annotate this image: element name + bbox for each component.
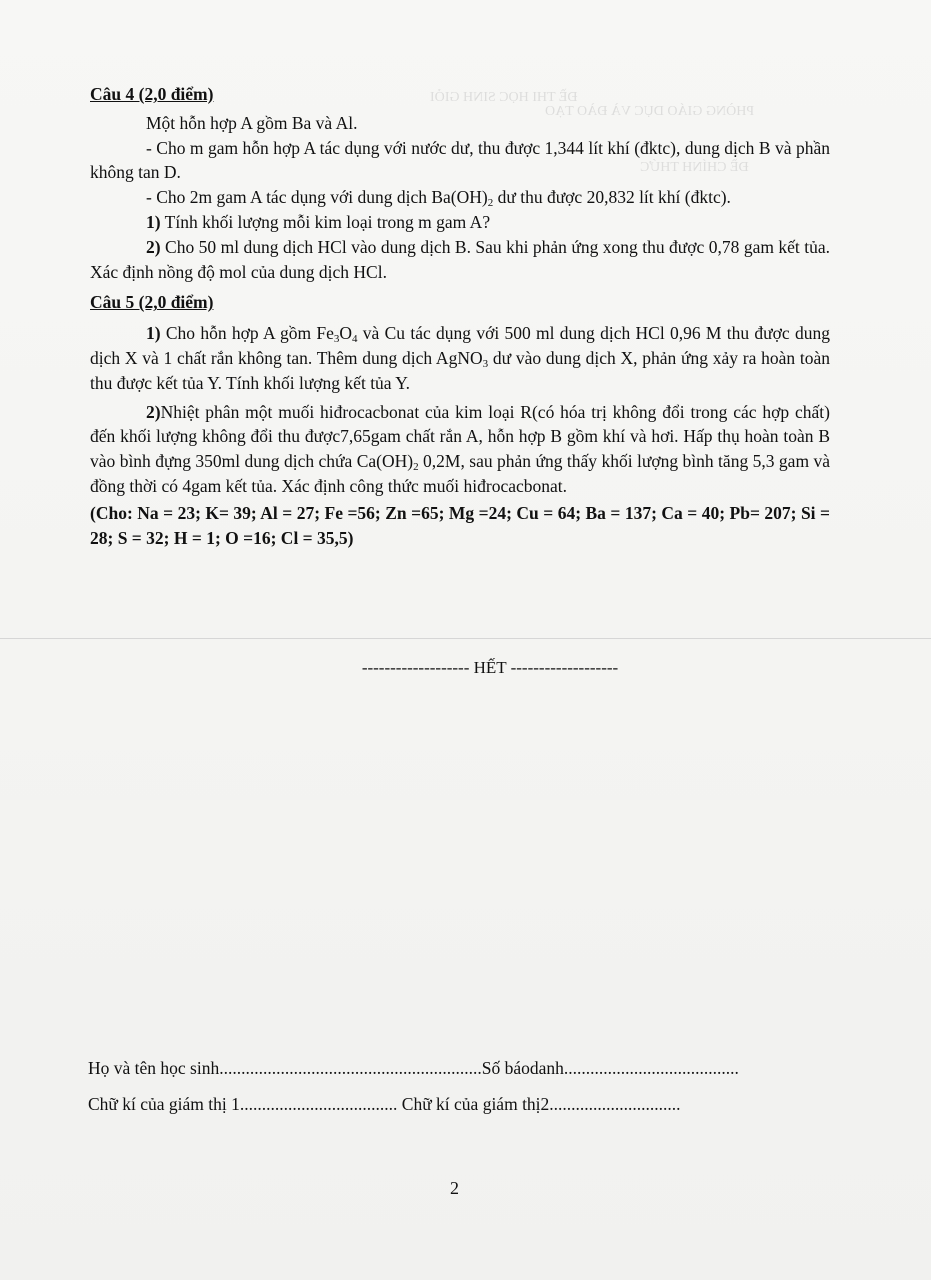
question-4-condition-2: - Cho 2m gam A tác dụng với dung dịch $Ba(OH)_2$ dư thu được 20,832 lít khí (đktc). — [146, 187, 731, 210]
bleed-through-text: PHÒNG GIÁO DỤC VÀ ĐÀO TẠO — [545, 104, 755, 119]
proctor-signature-line: Chữ kí của giám thị 1.................................... Chữ kí của giám thị2.............................. — [88, 1094, 681, 1114]
bleed-through-text: ĐỀ THI HỌC SINH GIỎI — [430, 90, 578, 105]
page-number: 2 — [450, 1178, 459, 1198]
atomic-mass-constants: (Cho: Na = 23; K= 39; Al = 27; Fe =56; Zn =65; Mg =24; Cu = 64; Ba = 137; Ca = 40; Pb= 207; Si = 28; S = 32; H = 1; O =16; Cl = 35,5) — [90, 502, 830, 548]
student-info-line: Họ và tên học sinh............................................................Số báodanh........................................ — [88, 1058, 739, 1078]
end-marker: ------------------- HẾT ------------------- — [361, 658, 619, 677]
bleed-through-text: ĐỀ CHÍNH THỨC — [640, 160, 749, 175]
exam-content — [90, 82, 830, 550]
question-4-heading: Câu 4 (2,0 điểm) — [90, 84, 214, 104]
page-fold-line — [0, 638, 931, 639]
question-4-part-1: 1) Tính khối lượng mỗi kim loại trong m gam A? — [146, 211, 491, 232]
question-4-condition-1: - Cho m gam hỗn hợp A tác dụng với nước dư, thu được 1,344 lít khí (đktc), dung dịch B và phần không tan D. — [90, 137, 830, 183]
question-4-part-2: 2) Cho 50 ml dung dịch HCl vào dung dịch B. Sau khi phản ứng xong thu được 0,78 gam kết tủa. Xác định nồng độ mol của dung dịch HCl. — [90, 236, 830, 282]
question-5-part-2: 2)Nhiệt phân một muối hiđrocacbonat của kim loại R(có hóa trị không đổi trong các hợp chất) đến khối lượng không đổi thu được7,65gam chất rắn A, hỗn hợp B gồm khí và hơi. Hấp thụ hoàn toàn B vào bình đựng 350ml dung dịch chứa $Ca(OH)_2$ 0,2M, sau phản ứng thấy khối lượng bình tăng 5,3 gam và đồng thời có 4gam kết tủa. Xác định công thức muối hiđrocacbonat. — [90, 401, 830, 496]
question-4-intro: Một hỗn hợp A gồm Ba và Al. — [146, 112, 358, 133]
question-5-heading: Câu 5 (2,0 điểm) — [90, 292, 214, 313]
question-5-part-1: 1) Cho hỗn hợp A gồm $Fe_3O_4$ và Cu tác dụng với 500 ml dung dịch HCl 0,96 M thu được dung dịch X và 1 chất rắn không tan. Thêm dung dịch AgNO$_3$ dư vào dung dịch X, phản ứng xảy ra hoàn toàn thu được kết tủa Y. Tính khối lượng kết tủa Y. — [90, 323, 830, 393]
